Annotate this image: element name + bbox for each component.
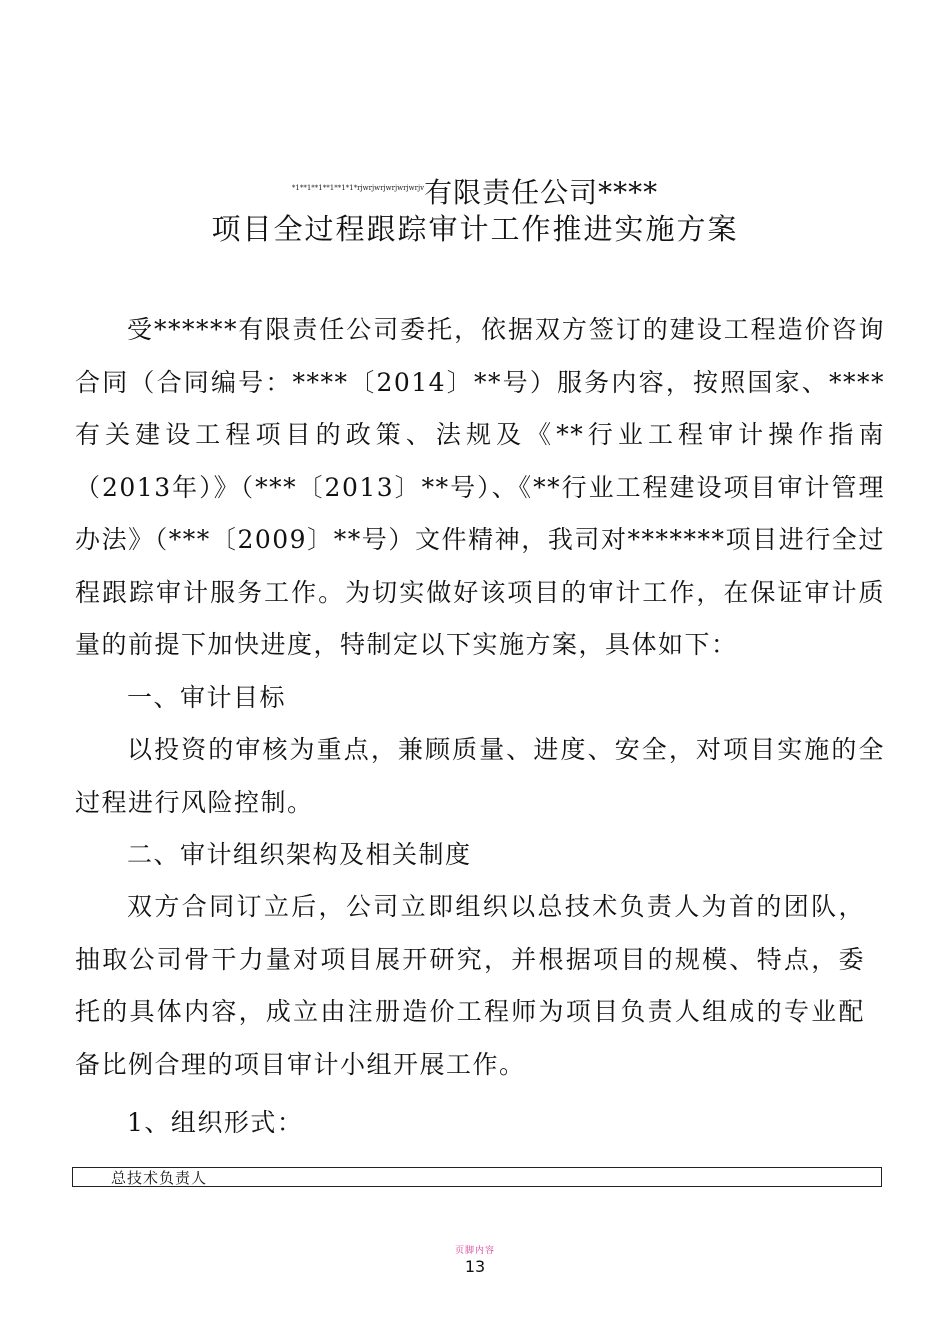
document-title-line2: 项目全过程跟踪审计工作推进实施方案: [211, 212, 739, 246]
paragraph-intro: 受******有限责任公司委托，依据双方签订的建设工程造价咨询合同（合同编号：****〔2014〕**号）服务内容，按照国家、****有关建设工程项目的政策、法规及《**行业工程审计操作指南（2013年）》（***〔2013〕**号）、《**行业工程建设项目审计管理办法》（***〔2009〕**号）文件精神，我司对*******项目进行全过程跟踪审计服务工作。为切实做好该项目的审计工作，在保证审计质量的前提下加快进度，特制定以下实施方案，具体如下：: [75, 315, 885, 659]
document-title-line1: [0, 168, 950, 213]
org-chart-top-label: 总技术负责人: [111, 1169, 208, 1187]
title-company: 有限责任公司****: [424, 176, 659, 209]
paragraph-audit-goal: 以投资的审核为重点，兼顾质量、进度、安全，对项目实施的全过程进行风险控制。: [75, 735, 885, 817]
section-heading-audit-goal: 一、审计目标: [127, 683, 287, 712]
subsection-heading-org-form: 1、组织形式：: [127, 1108, 304, 1137]
section-heading-organization: 二、审计组织架构及相关制度: [127, 840, 472, 869]
footer-label: 页脚内容: [454, 1246, 495, 1256]
page-number: 13: [464, 1257, 486, 1276]
paragraph-organization: 双方合同订立后，公司立即组织以总技术负责人为首的团队，抽取公司骨干力量对项目展开研究，并根据项目的规模、特点，委托的具体内容，成立由注册造价工程师为项目负责人组成的专业配备比例合理的项目审计小组开展工作。: [75, 892, 865, 1079]
title-prefix: *1**1**1**1**1*1*rjwrjwrjwrjwrjwrjv: [291, 184, 425, 192]
org-chart-box: [72, 1167, 882, 1187]
